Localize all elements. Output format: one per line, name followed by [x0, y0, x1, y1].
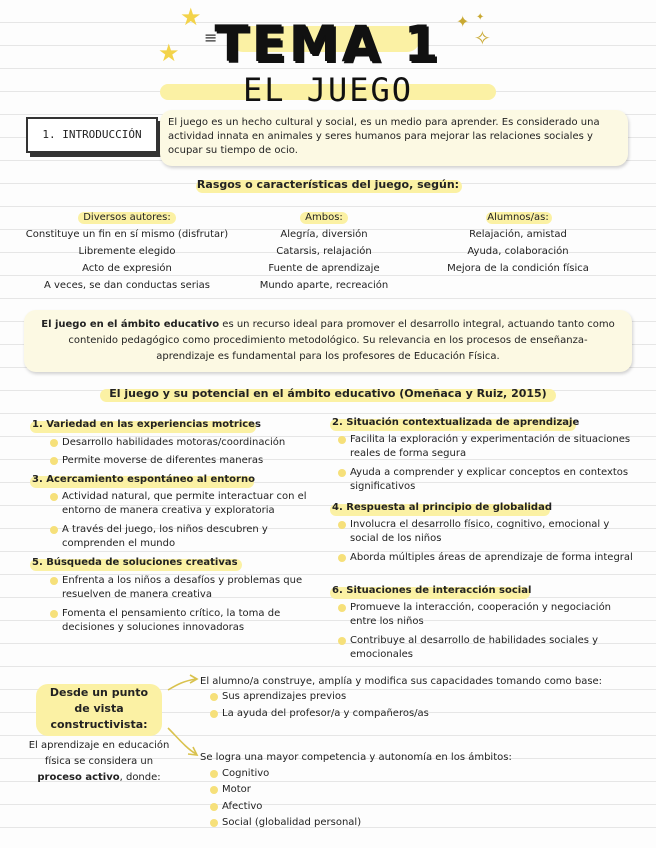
sparkle-icon: ✧: [474, 26, 491, 50]
potential-item-title: 1. Variedad en las experiencias motrices: [32, 419, 261, 430]
star-icon: ★: [180, 3, 202, 31]
list-item: Constituye un fin en sí mismo (disfrutar): [25, 229, 229, 240]
branch2-bullet: Motor: [222, 783, 522, 797]
col-title: Diversos autores:: [83, 212, 171, 223]
bullet-dot-icon: [210, 819, 218, 827]
potential-bullet: Ayuda a comprender y explicar conceptos en contextos significativos: [350, 466, 644, 494]
potential-bullet: Promueve la interacción, cooperación y negociación entre los niños: [350, 601, 640, 629]
list-item: A veces, se dan conductas serias: [43, 280, 210, 291]
potential-bullet: Facilita la exploración y experimentación de situaciones reales de forma segura: [350, 433, 644, 461]
potential-heading: El juego y su potencial en el ámbito educativo (Omeñaca y Ruiz, 2015): [109, 387, 547, 400]
potential-item-title: 2. Situación contextualizada de aprendizaje: [332, 417, 580, 428]
edu-rest: es un recurso ideal para promover el desarrollo integral, actuando tanto como contenido pedagógico como procedimiento metodológico. Su relevancia en los procesos de enseñanza-aprendizaje es fundamental para los profesores de Educación Física.: [68, 319, 615, 362]
potential-bullet: Involucra el desarrollo físico, cognitivo, emocional y social de los niños: [350, 518, 640, 546]
spark-lines-icon: ≡: [204, 28, 218, 47]
list-item: Fuente de aprendizaje: [268, 263, 380, 274]
page-subtitle: EL JUEGO: [242, 71, 414, 109]
traits-heading: Rasgos o características del juego, según:: [196, 178, 460, 191]
intro-text: El juego es un hecho cultural y social, es un medio para aprender. Es considerado una actividad innata en animales y seres humanos para mejorar las relaciones sociales y ocupar su tiempo de ocio.: [168, 117, 600, 156]
arrow-to-branch2: [168, 728, 196, 754]
construct-branch1: El alumno/a construye, amplía y modifica sus capacidades tomando como base:: [200, 676, 603, 687]
page-title: TEMA 1: [214, 15, 442, 73]
bullet-dot-icon: [210, 786, 218, 794]
list-item: Ayuda, colaboración: [467, 246, 569, 257]
construct-desc: El aprendizaje en educación física se considera un proceso activo, donde:: [28, 740, 170, 783]
potential-bullet: Aborda múltiples áreas de aprendizaje de forma integral: [350, 551, 640, 565]
edu-bold: El juego en el ámbito educativo: [41, 319, 220, 330]
potential-item-title: 4. Respuesta al principio de globalidad: [332, 502, 552, 513]
construct-heading: Desde un punto de vista constructivista:: [49, 686, 149, 731]
list-item: Relajación, amistad: [469, 229, 567, 240]
list-item: Catarsis, relajación: [276, 246, 372, 257]
potential-item-title: 3. Acercamiento espontáneo al entorno: [32, 474, 255, 485]
branch2-bullet: Cognitivo: [222, 767, 522, 781]
bullet-dot-icon: [210, 710, 218, 718]
branch2-bullet: Social (globalidad personal): [222, 816, 522, 830]
col-title: Ambos:: [305, 212, 343, 223]
potential-bullet: A través del juego, los niños descubren y comprenden el mundo: [62, 523, 318, 551]
potential-bullet: Actividad natural, que permite interactuar con el entorno de manera creativa y exploratoria: [62, 490, 318, 518]
bullet-dot-icon: [210, 803, 218, 811]
potential-bullet: Desarrollo habilidades motoras/coordinación: [62, 436, 322, 450]
col-title: Alumnos/as:: [487, 212, 549, 223]
branch1-bullet: La ayuda del profesor/a y compañeros/as: [222, 707, 522, 721]
construct-desc-bold: proceso activo: [37, 772, 120, 783]
potential-item-title: 6. Situaciones de interacción social: [332, 585, 532, 596]
star-icon: ★: [158, 39, 180, 67]
list-item: Mejora de la condición física: [447, 263, 589, 274]
sparkle-icon: ✦: [476, 12, 485, 23]
potential-bullet: Fomenta el pensamiento crítico, la toma de decisiones y soluciones innovadoras: [62, 607, 318, 635]
intro-label: 1. INTRODUCCIÓN: [26, 117, 158, 153]
potential-bullet: Permite moverse de diferentes maneras: [62, 454, 322, 468]
branch2-bullet: Afectivo: [222, 800, 522, 814]
branch1-bullet: Sus aprendizajes previos: [222, 690, 522, 704]
potential-item-title: 5. Búsqueda de soluciones creativas: [32, 557, 238, 568]
list-item: Alegría, diversión: [280, 229, 368, 240]
construct-branch2: Se logra una mayor competencia y autonomía en los ámbitos:: [200, 752, 512, 763]
list-item: Mundo aparte, recreación: [259, 280, 389, 291]
sparkle-icon: ✦: [456, 12, 470, 31]
potential-bullet: Contribuye al desarrollo de habilidades sociales y emocionales: [350, 634, 640, 662]
list-item: Acto de expresión: [82, 263, 172, 274]
list-item: Libremente elegido: [78, 246, 176, 257]
potential-bullet: Enfrenta a los niños a desafíos y problemas que resuelven de manera creativa: [62, 574, 318, 602]
bullet-dot-icon: [210, 693, 218, 701]
bullet-dot-icon: [210, 770, 218, 778]
arrow-to-branch1: [168, 679, 196, 690]
